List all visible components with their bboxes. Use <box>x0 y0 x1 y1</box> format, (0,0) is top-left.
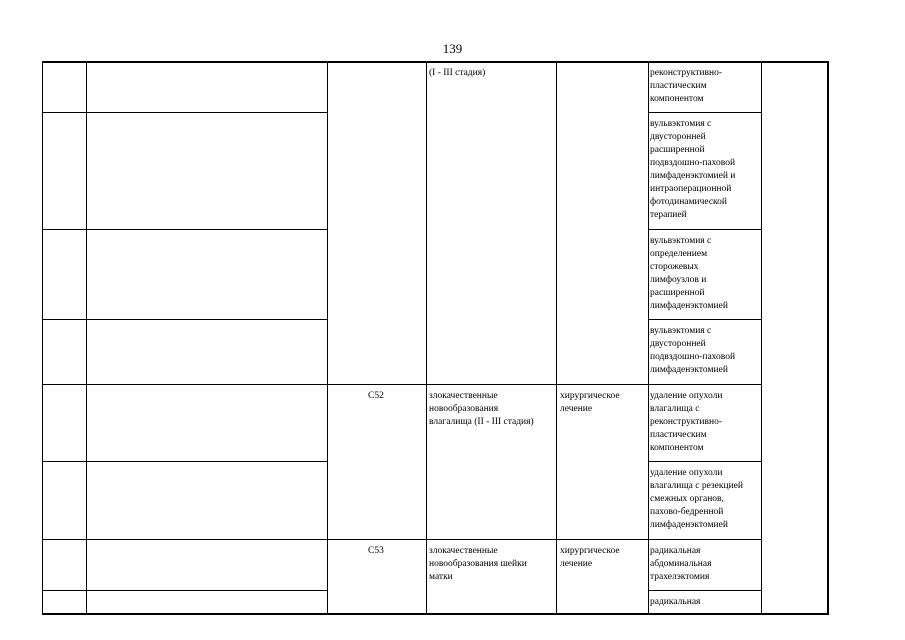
diagnosis-cell: злокачественные новообразования влагалища (II - III стадия) <box>429 391 534 427</box>
diagnosis-cell: (I - III стадия) <box>429 68 486 78</box>
column-divider <box>556 61 557 615</box>
row-divider <box>648 229 762 230</box>
table-border-left <box>42 61 43 615</box>
procedure-cell: вульвэктомия с двусторонней подвздошно-паховой лимфаденэктомией <box>650 326 736 375</box>
column-divider <box>327 61 328 615</box>
row-divider <box>648 590 762 591</box>
row-divider <box>42 461 328 462</box>
row-divider <box>42 590 328 591</box>
row-divider <box>648 112 762 113</box>
row-divider <box>42 319 328 320</box>
table-border-bottom <box>42 613 829 615</box>
procedure-cell: вульвэктомия с двусторонней расширенной подвздошно-паховой лимфаденэктомией и интраоперационной фотодинамической терапией <box>650 119 736 220</box>
row-divider <box>42 384 762 385</box>
table-border-right <box>827 61 829 615</box>
row-divider <box>42 539 762 540</box>
column-divider <box>86 61 87 615</box>
table-border-top <box>42 61 829 63</box>
icd-code-cell: C53 <box>368 546 384 556</box>
procedure-cell: удаление опухоли влагалища с реконструктивно- пластическим компонентом <box>650 391 723 453</box>
treatment-cell: хирургическое лечение <box>560 546 620 569</box>
treatment-cell: хирургическое лечение <box>560 391 620 414</box>
procedure-cell: радикальная абдоминальная трахелэктомия <box>650 546 712 582</box>
icd-code-cell: C52 <box>368 391 384 401</box>
procedure-cell: удаление опухоли влагалища с резекцией смежных органов, пахово-бедренной лимфаденэктомией <box>650 468 743 530</box>
row-divider <box>648 319 762 320</box>
page-number: 139 <box>442 41 463 56</box>
procedure-cell: вульвэктомия с определением сторожевых лимфоузлов и расширенной лимфаденэктомией <box>650 236 728 311</box>
diagnosis-cell: злокачественные новообразования шейки матки <box>429 546 527 582</box>
column-divider <box>761 61 762 615</box>
row-divider <box>42 112 328 113</box>
procedure-cell: реконструктивно- пластическим компонентом <box>650 68 723 104</box>
column-divider <box>426 61 427 615</box>
column-divider <box>648 61 649 615</box>
row-divider <box>648 461 762 462</box>
procedure-cell: радикальная <box>650 597 701 607</box>
row-divider <box>42 229 328 230</box>
